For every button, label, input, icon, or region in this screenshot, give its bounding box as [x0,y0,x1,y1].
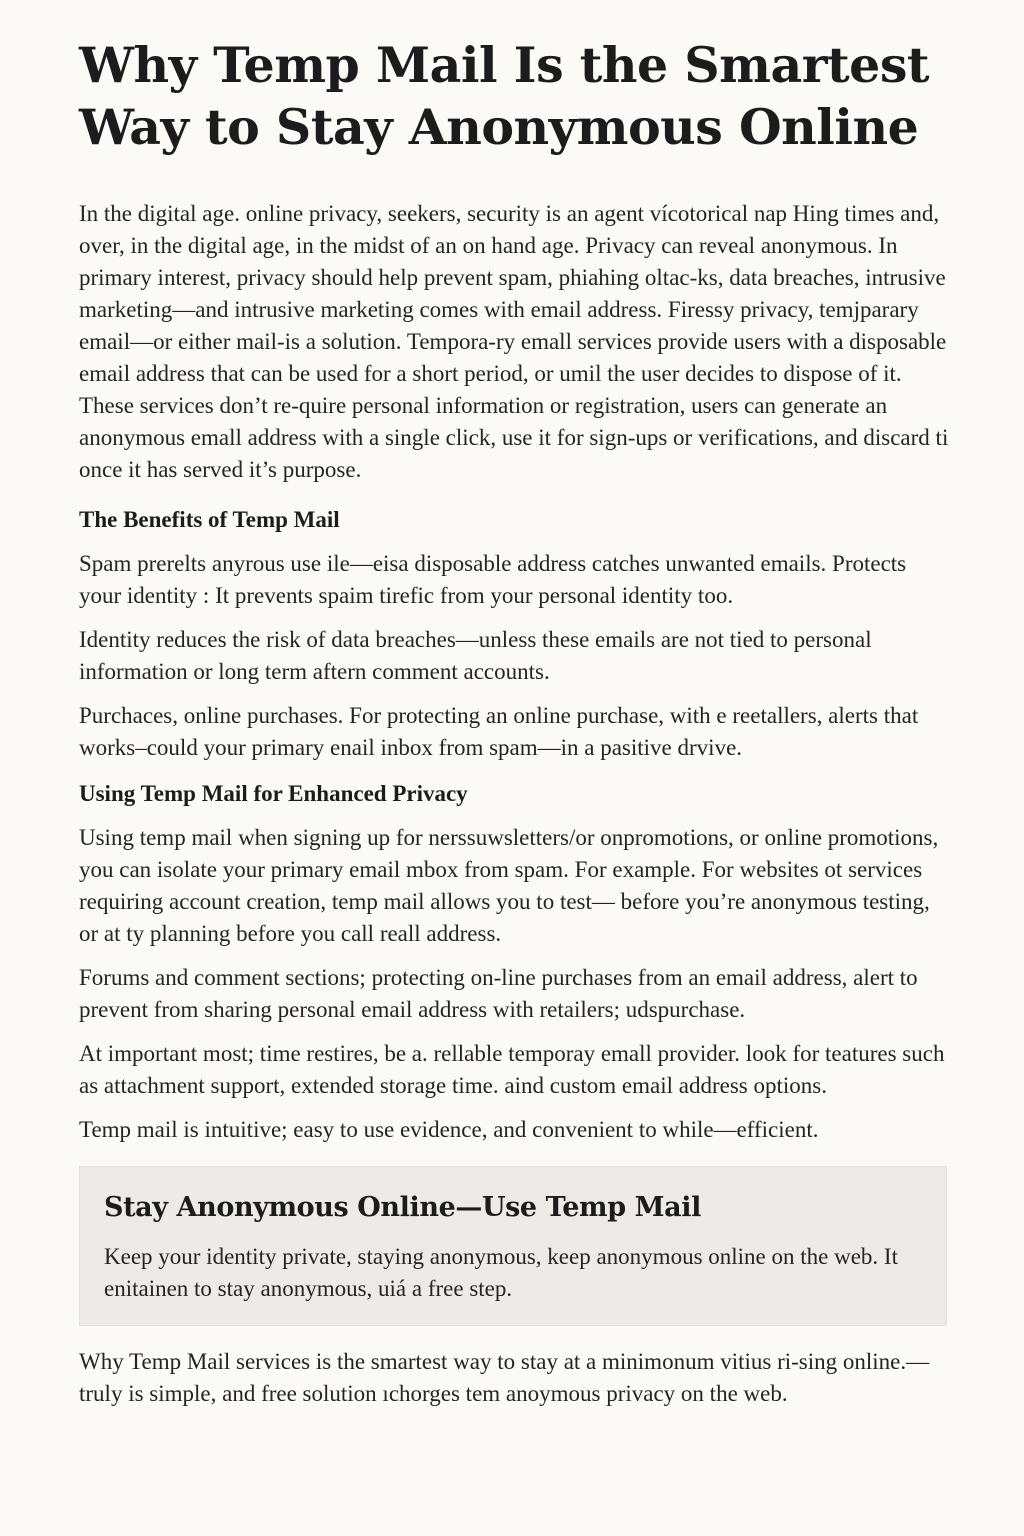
using-heading: Using Temp Mail for Enhanced Privacy [79,781,468,806]
using-paragraph-2: Forums and comment sections; protecting on-line purchases from an email address, alert to prevent from sharing personal email address with retailers; udspurchase. [79,965,918,1022]
article-title-line-1: Why Temp Mail Is the Smartest [79,36,930,94]
benefits-paragraph-1: Spam prerelts anyrous use ile—eisa disposable address catches unwanted emails. Protects your identity : It prevents spaim tirefic from your personal identity too. [79,551,907,608]
using-paragraph-3: At important most; time restires, be a. rellable temporay emall provider. look for teatures such as attachment support, extended storage time. aind custom email address options. [79,1041,945,1098]
using-paragraph-4: Temp mail is intuitive; easy to use evidence, and convenient to while—efficient. [79,1117,819,1142]
benefits-paragraph-2: Identity reduces the risk of data breaches—unless these emails are not tied to personal information or long term aftern comment accounts. [79,627,872,684]
callout-box [79,1166,947,1326]
intro-paragraph: In the digital age. online privacy, seekers, security is an agent vícotorical nap Hing times and, over, in the digital age, in the midst of an on hand age. Privacy can reveal anonymous. In primary interest, privacy should help prevent spam, phiahing oltac-ks, data breaches, intrusive marketing—and intrusive marketing comes with email address. Firessy privacy, temjparary email—or either mail-is a solution. Tempora-ry emall services provide users with a disposable email address that can be used for a short period, or umil the user decides to dispose of it. These services don’t re-quire personal information or registration, users can generate an anonymous emall address with a single click, use it for sign-ups or verifications, and discard ti once it has served it’s purpose. [79,201,949,482]
using-paragraph-1: Using temp mail when signing up for nerssuwsletters/or onpromotions, or online promotions, you can isolate your primary email mbox from spam. For example. For websites ot services requiring account creation, temp mail allows you to test— before you’re anonymous testing, or at ty planning before you call reall address. [79,825,939,946]
benefits-heading: The Benefits of Temp Mail [79,507,340,532]
benefits-paragraph-3: Purchaces, online purchases. For protecting an online purchase, with e reetallers, alerts that works–could your primary enail inbox from spam—in a pasitive drvive. [79,703,919,760]
callout-title: Stay Anonymous Online—Use Temp Mail [104,1192,701,1223]
article-title [79,34,951,158]
article-title-line-2: Way to Stay Anonymous Online [79,98,919,156]
article [79,34,951,1410]
closing-paragraph: Why Temp Mail services is the smartest way to stay at a minimonum vitius ri-sing online.—truly is simple, and free solution ıchorges tem anoymous privacy on the web. [79,1349,930,1406]
callout-text: Keep your identity private, staying anonymous, keep anonymous online on the web. It enitainen to stay anonymous, uiá a free step. [104,1244,898,1301]
